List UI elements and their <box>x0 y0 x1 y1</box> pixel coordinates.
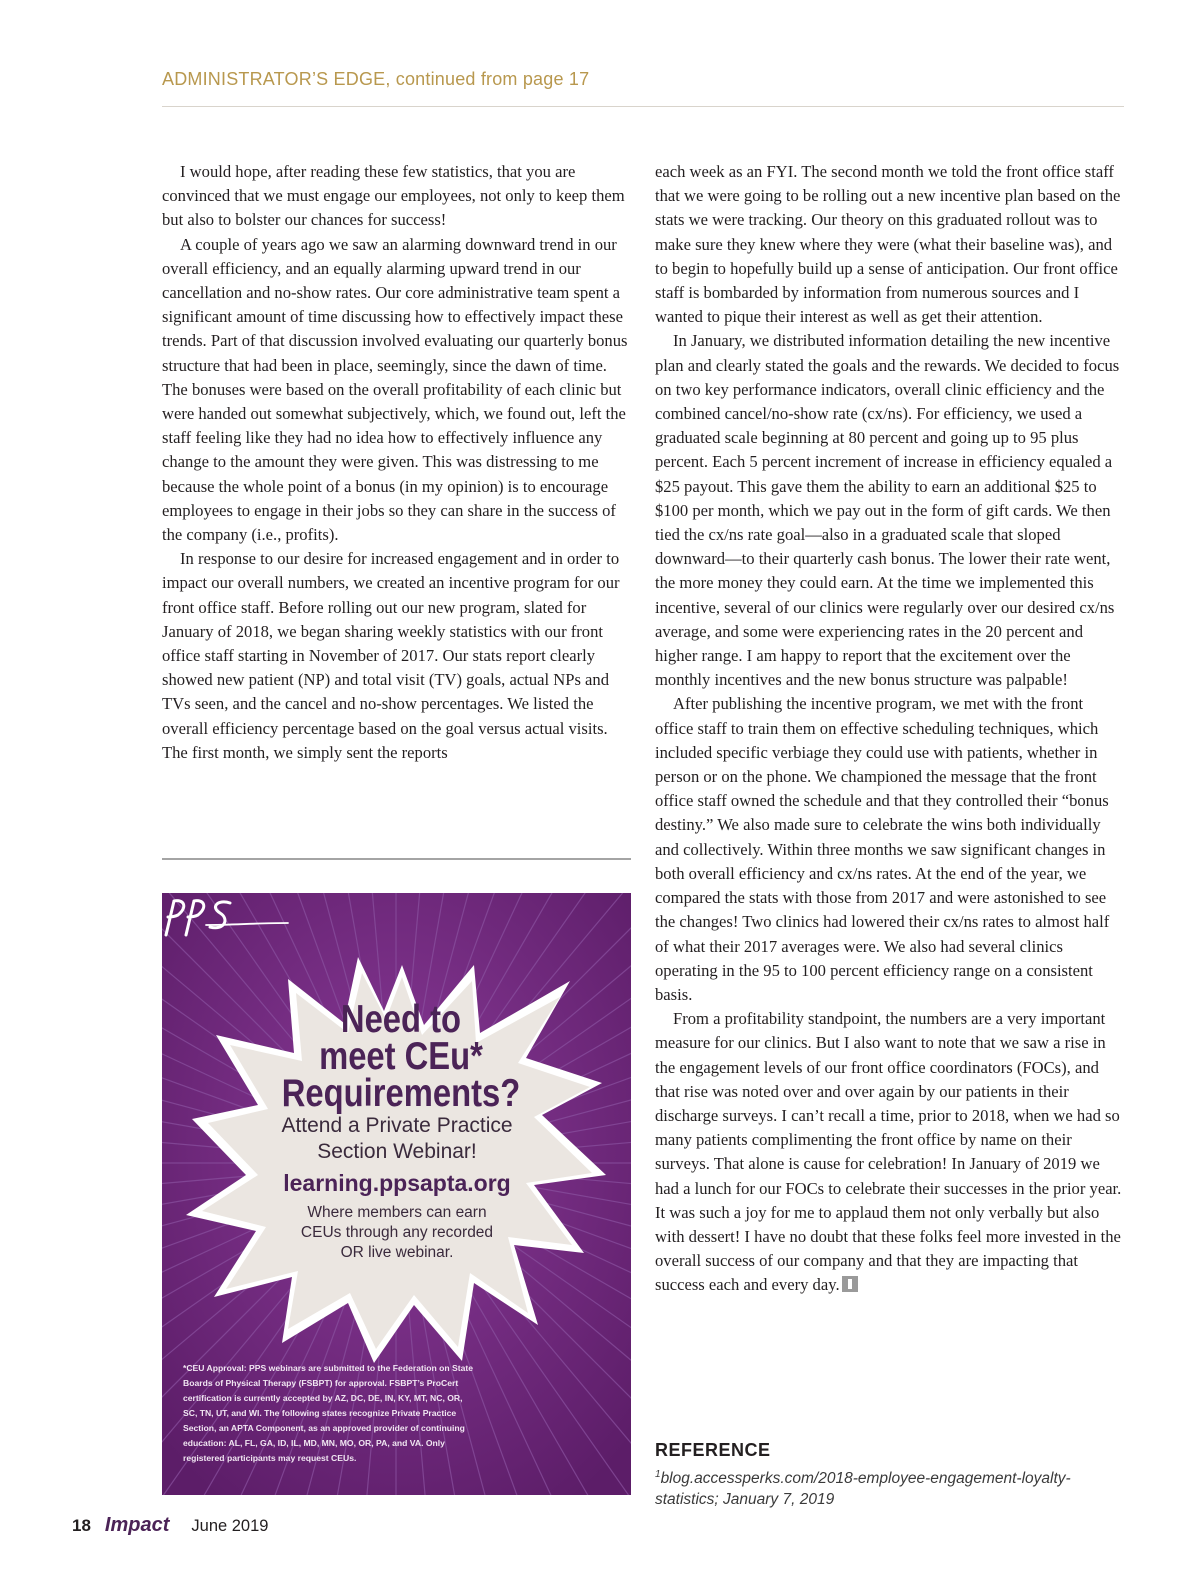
ad-headline-line: Requirements? <box>281 1072 521 1115</box>
article-paragraph-final <box>655 1007 1123 1297</box>
ad-description-line: OR live webinar. <box>340 1244 454 1261</box>
reference-number: 1 <box>655 1469 661 1480</box>
magazine-name: Impact <box>104 1514 170 1536</box>
ad-subheading <box>242 1113 552 1165</box>
article-paragraph: In January, we distributed information detailing the new incentive plan and clearly stated the goals and the rewards. We decided to focus on two key performance indicators, overall clinic efficiency and the combined cancel/no-show rate (cx/ns). For efficiency, we used a graduated scale beginning at 80 percent and going up to 95 plus percent. Each 5 percent increment of increase in efficiency equaled a $25 payout. This gave them the ability to earn an additional $25 to $100 per month, which we pay out in the form of gift cards. We then tied the cx/ns rate goal—also in a graduated scale that sloped downward—to their quarterly cash bonus. The lower their rate went, the more money they could earn. At the time we implemented this incentive, several of our clinics were regularly over our desired cx/ns average, and some were experiencing rates in the 20 percent and higher range. I am happy to report that the excitement over the monthly incentives and the new bonus structure was palpable! <box>655 331 1120 690</box>
reference-line: statistics; January 7, 2019 <box>655 1491 835 1509</box>
ad-fine-print-line: certification is currently accepted by AZ, DC, DE, IN, KY, MT, NC, OR, <box>183 1393 463 1403</box>
article-paragraph: In response to our desire for increased engagement and in order to impact our overall numbers, we created an incentive program for our front office staff. Before rolling out our new program, slated for January of 2018, we began sharing weekly statistics with our front office staff starting in November of 2017. Our stats report clearly showed new patient (NP) and total visit (TV) goals, actual NPs and TVs seen, and the cancel and no-show percentages. We listed the overall efficiency percentage based on the goal versus actual visits. The first month, we simply sent the reports <box>162 549 620 762</box>
ad-headline <box>271 998 531 1115</box>
ad-headline-line: meet CEu* <box>319 1035 483 1078</box>
ad-fine-print-line: registered participants may request CEUs. <box>183 1453 357 1463</box>
continued-header: ADMINISTRATOR’S EDGE, continued from page 17 <box>162 69 590 89</box>
pps-logo-icon <box>162 893 292 943</box>
ceu-webinar-advertisement[interactable] <box>162 893 631 1495</box>
ad-description <box>272 1203 522 1263</box>
article-paragraph: each week as an FYI. The second month we told the front office staff that we were going to be rolling out a new incentive plan based on the stats we were tracking. Our theory on this graduated rollout was to make sure they knew where they were (what their baseline was), and to begin to hopefully build up a sense of anticipation. Our front office staff is bombarded by information from numerous sources and I wanted to pique their interest as well as get their attention. <box>655 162 1121 327</box>
issue-date: June 2019 <box>191 1517 269 1535</box>
ad-fine-print-line: SC, TN, UT, and WI. The following states recognize Private Practice <box>183 1408 457 1418</box>
article-right-column <box>655 160 1123 1298</box>
ad-fine-print <box>183 1361 493 1466</box>
reference-citation <box>655 1464 1125 1510</box>
article-paragraph-text: From a profitability standpoint, the numbers are a very important measure for our clinics. But I also want to note that we saw a rise in the engagement levels of our front office coordinators (FOCs), and that rise was noted over and over again by our patients in their discharge surveys. I can’t recall a time, prior to 2018, when we had so many patients complimenting the front office by name on their surveys. That alone is cause for celebration! In January of 2019 we had a lunch for our FOCs to celebrate their successes in the prior year. It was such a joy for me to applaud them not only verbally but also with dessert! I have no doubt that these folks feel more invested in the overall success of our company and that they are impacting that success each and every day. <box>655 1009 1122 1295</box>
article-paragraph: I would hope, after reading these few statistics, that you are convinced that we must engage our employees, not only to keep them but also to bolster our chances for success! <box>162 162 625 230</box>
ad-subheading-line: Attend a Private Practice <box>281 1114 513 1137</box>
page-number: 18 <box>72 1516 91 1535</box>
ad-fine-print-line: *CEU Approval: PPS webinars are submitted to the Federation on State <box>183 1363 474 1373</box>
reference-heading: REFERENCE <box>655 1440 771 1460</box>
ad-divider <box>162 858 631 860</box>
ad-fine-print-line: Section, an APTA Component, as an approved provider of continuing <box>183 1423 465 1433</box>
article-paragraph: After publishing the incentive program, we met with the front office staff to train them on effective scheduling techniques, which included specific verbiage they could use with patients, whether in person or on the phone. We championed the message that the front office staff owned the schedule and that they controlled their “bonus destiny.” We also made sure to celebrate the wins both individually and collectively. Within three months we saw significant changes in both overall efficiency and cx/ns rates. At the end of the year, we compared the stats with those from 2017 and were astonished to see the changes! Two clinics had lowered their cx/ns rates to almost half of what their 2017 averages were. We also had several clinics operating in the 95 to 100 percent efficiency range on a consistent basis. <box>655 694 1110 1004</box>
ad-fine-print-line: Boards of Physical Therapy (FSBPT) for approval. FSBPT’s ProCert <box>183 1378 459 1388</box>
end-of-article-icon <box>842 1276 858 1292</box>
header-divider <box>162 106 1124 107</box>
article-paragraph: A couple of years ago we saw an alarming downward trend in our overall efficiency, and an equally alarming upward trend in our cancellation and no-show rates. Our core administrative team spent a significant amount of time discussing how to effectively impact these trends. Part of that discussion involved evaluating our quarterly bonus structure that had been in place, seemingly, since the dawn of time. The bonuses were based on the overall profitability of each clinic but were handed out somewhat subjectively, which, we found out, left the staff feeling like they had no idea how to effectively influence any change to the amount they were given. This was distressing to me because the whole point of a bonus (in my opinion) is to encourage employees to engage in their jobs so they can share in the success of the company (i.e., profits). <box>162 234 628 545</box>
article-left-column <box>162 160 630 765</box>
ad-description-line: CEUs through any recorded <box>300 1224 494 1241</box>
ad-fine-print-line: education: AL, FL, GA, ID, IL, MD, MN, MO, OR, PA, and VA. Only <box>183 1438 445 1448</box>
ad-headline-line: Need to <box>340 998 462 1041</box>
reference-line[interactable]: blog.accessperks.com/2018-employee-engagement-loyalty- <box>660 1470 1071 1488</box>
page-footer <box>72 1514 268 1537</box>
ad-url-link[interactable]: learning.ppsapta.org <box>283 1170 511 1196</box>
ad-subheading-line: Section Webinar! <box>317 1140 477 1163</box>
ad-description-line: Where members can earn <box>307 1204 487 1221</box>
